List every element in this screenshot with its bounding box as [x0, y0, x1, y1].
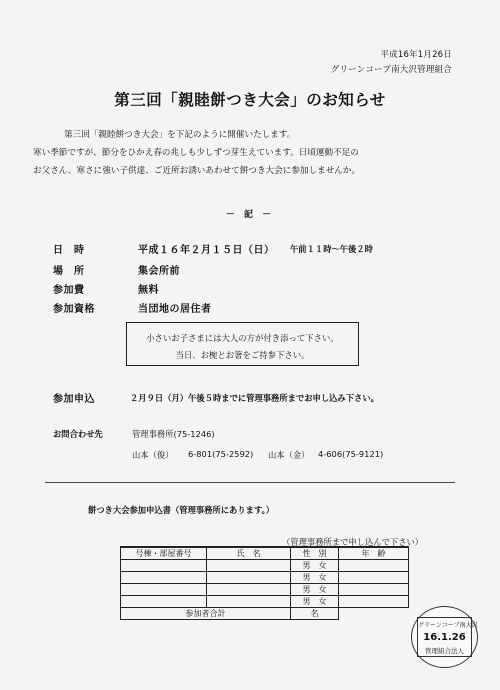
age-cell[interactable] [339, 560, 409, 572]
room-cell[interactable] [121, 596, 207, 608]
page-title: 第三回「親睦餅つき大会」のお知らせ [114, 91, 386, 109]
place-label: 場 所 [53, 266, 85, 277]
room-cell[interactable] [121, 584, 207, 596]
name-cell[interactable] [207, 572, 291, 584]
col-room-number: 号棟・部屋番号 [121, 547, 207, 560]
organization-name: グリーンコープ南大沢管理組合 [330, 65, 452, 75]
contact-person-2-name: 山本（金） [268, 450, 310, 460]
application-text: ２月９日（月）午後５時までに管理事務所までお申し込み下さい。 [130, 393, 379, 403]
age-cell[interactable] [339, 572, 409, 584]
col-name: 氏 名 [207, 547, 291, 560]
table-row [121, 572, 409, 584]
date-stamp [411, 606, 478, 668]
age-cell[interactable] [339, 584, 409, 596]
total-count-cell[interactable]: 名 [291, 608, 339, 620]
table-row [121, 560, 409, 572]
stamp-org-text: グリーンコープ南大沢 [418, 622, 478, 629]
notes-box [126, 322, 359, 366]
table-row [121, 584, 409, 596]
form-subtitle: （管理事務所まで申し込んで下さい） [282, 537, 424, 547]
contact-person-2-info: 4-606(75-9121) [318, 449, 384, 459]
intro-line-3: お父さん、寒さに強い子供達、ご近所お誘いあわせて餅つき大会に参加しませんか。 [33, 166, 361, 176]
intro-line-2: 寒い季節ですが、節分をひかえ春の兆しも少しずつ芽生えています。日頃運動不足の [33, 148, 359, 158]
room-cell[interactable] [121, 560, 207, 572]
name-cell[interactable] [207, 596, 291, 608]
datetime-value: 平成１６年２月１５日（日） [138, 245, 275, 256]
contact-label: お問合わせ先 [53, 429, 103, 439]
gender-cell[interactable]: 男 女 [291, 584, 339, 596]
form-title: 餅つき大会参加申込書（管理事務所にあります。） [88, 505, 275, 515]
application-form-table [120, 546, 409, 620]
gender-cell[interactable]: 男 女 [291, 572, 339, 584]
stamp-frame [417, 617, 478, 657]
total-empty-cell [339, 608, 409, 620]
fee-value: 無料 [138, 285, 159, 296]
name-cell[interactable] [207, 560, 291, 572]
age-cell[interactable] [339, 596, 409, 608]
total-row [121, 608, 409, 620]
cut-line-divider [45, 482, 455, 483]
stamp-date-text: 16.1.26 [423, 632, 466, 643]
datetime-label: 日 時 [53, 245, 85, 256]
form-header-row [121, 547, 409, 560]
intro-line-1: 第三回「親睦餅つき大会」を下記のように開催いたします。 [64, 130, 296, 140]
eligibility-label: 参加資格 [53, 304, 95, 315]
place-value: 集会所前 [138, 266, 180, 277]
contact-office: 管理事務所(75-1246) [132, 429, 215, 439]
col-age: 年 齢 [339, 547, 409, 560]
col-gender: 性 別 [291, 547, 339, 560]
contact-person-1-info: 6-801(75-2592) [188, 449, 254, 459]
room-cell[interactable] [121, 572, 207, 584]
stamp-bottom-text: 管理組合法人 [425, 647, 464, 655]
application-label: 参加申込 [53, 394, 95, 405]
ki-marker: － 記 － [225, 210, 275, 220]
note-line-1: 小さいお子さまには大人の方が付き添って下さい。 [146, 333, 339, 343]
name-cell[interactable] [207, 584, 291, 596]
gender-cell[interactable]: 男 女 [291, 596, 339, 608]
gender-cell[interactable]: 男 女 [291, 560, 339, 572]
notice-date: 平成16年1月26日 [380, 50, 452, 60]
table-row [121, 596, 409, 608]
note-line-2: 当日、お椀とお箸をご持参下さい。 [175, 350, 310, 360]
contact-person-1-name: 山本（俊） [132, 450, 174, 460]
total-label: 参加者合計 [121, 608, 291, 620]
datetime-time: 午前１１時～午後２時 [290, 244, 373, 254]
fee-label: 参加費 [53, 285, 85, 296]
eligibility-value: 当団地の居住者 [138, 304, 212, 315]
